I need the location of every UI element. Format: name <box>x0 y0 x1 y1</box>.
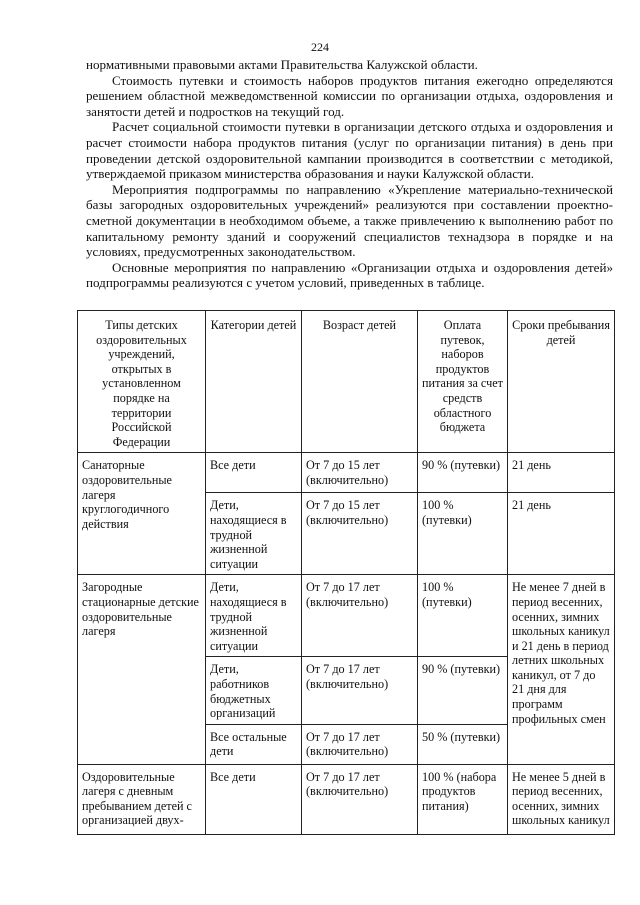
paragraph: Мероприятия подпрограммы по направлению «Укрепление материально-технической базы загородных оздоровительных учреждений» реализуются при составлении проектно-сметной документации в необходимом объеме, а также привлечению к выполнению работ по капитальному ремонту зданий и сооружений специалистов технадзора в порядке и на условиях, предусмотренных законодательством. <box>86 181 613 260</box>
header-institution-type: Типы детских оздоровительных учреждений, открытых в установленном порядке на территории Российской Федерации <box>78 311 206 453</box>
header-term: Сроки пребывания детей <box>508 311 615 453</box>
cell-category: Дети, работников бюджетных организаций <box>206 657 302 724</box>
cell-age: От 7 до 15 лет (включительно) <box>302 493 418 575</box>
cell-payment: 90 % (путевки) <box>418 657 508 724</box>
paragraph: Расчет социальной стоимости путевки в организации детского отдыха и оздоровления и расчет стоимости набора продуктов питания (услуг по организации питания) в день при проведении детской оздоровительной кампании производится в соответствии с методикой, утверждаемой приказом министерства образования и науки Калужской области. <box>86 119 613 182</box>
cell-institution-type: Оздоровительные лагеря с дневным пребыванием детей с организацией двух- <box>78 764 206 834</box>
cell-payment: 100 % (путевки) <box>418 493 508 575</box>
cell-category: Дети, находящиеся в трудной жизненной ситуации <box>206 575 302 657</box>
cell-category: Дети, находящиеся в трудной жизненной ситуации <box>206 493 302 575</box>
cell-age: От 7 до 17 лет (включительно) <box>302 724 418 764</box>
cell-payment: 90 % (путевки) <box>418 453 508 493</box>
table-header-row <box>78 311 615 453</box>
header-age: Возраст детей <box>302 311 418 453</box>
cell-age: От 7 до 15 лет (включительно) <box>302 453 418 493</box>
cell-institution-type: Загородные стационарные детские оздоровительные лагеря <box>78 575 206 764</box>
cell-age: От 7 до 17 лет (включительно) <box>302 575 418 657</box>
cell-term: 21 день <box>508 493 615 575</box>
cell-term: Не менее 7 дней в период весенних, осенних, зимних школьных каникул и 21 день в период летних школьных каникул, от 7 до 21 дня для программ профильных смен <box>508 575 615 764</box>
paragraph: Основные мероприятия по направлению «Организации отдыха и оздоровления детей» подпрограммы реализуются с учетом условий, приведенных в таблице. <box>86 259 613 291</box>
paragraph: нормативными правовыми актами Правительства Калужской области. <box>86 57 478 72</box>
cell-institution-type: Санаторные оздоровительные лагеря круглогодичного действия <box>78 453 206 575</box>
cell-term: Не менее 5 дней в период весенних, осенних, зимних школьных каникул <box>508 764 615 834</box>
cell-category: Все дети <box>206 453 302 493</box>
cell-category: Все дети <box>206 764 302 834</box>
conditions-table <box>77 310 615 835</box>
cell-category: Все остальные дети <box>206 724 302 764</box>
cell-age: От 7 до 17 лет (включительно) <box>302 657 418 724</box>
table-row <box>78 575 615 657</box>
page-number: 224 <box>311 40 329 54</box>
header-payment: Оплата путевок, наборов продуктов питания за счет средств областного бюджета <box>418 311 508 453</box>
cell-payment: 100 % (путевки) <box>418 575 508 657</box>
cell-term: 21 день <box>508 453 615 493</box>
body-text <box>86 57 613 291</box>
table-row <box>78 764 615 834</box>
cell-payment: 50 % (путевки) <box>418 724 508 764</box>
cell-age: От 7 до 17 лет (включительно) <box>302 764 418 834</box>
table-row <box>78 453 615 493</box>
cell-payment: 100 % (набора продуктов питания) <box>418 764 508 834</box>
header-category: Категории детей <box>206 311 302 453</box>
paragraph: Стоимость путевки и стоимость наборов продуктов питания ежегодно определяются решением областной межведомственной комиссии по организации отдыха, оздоровления и занятости детей и подростков на текущий год. <box>86 72 613 119</box>
